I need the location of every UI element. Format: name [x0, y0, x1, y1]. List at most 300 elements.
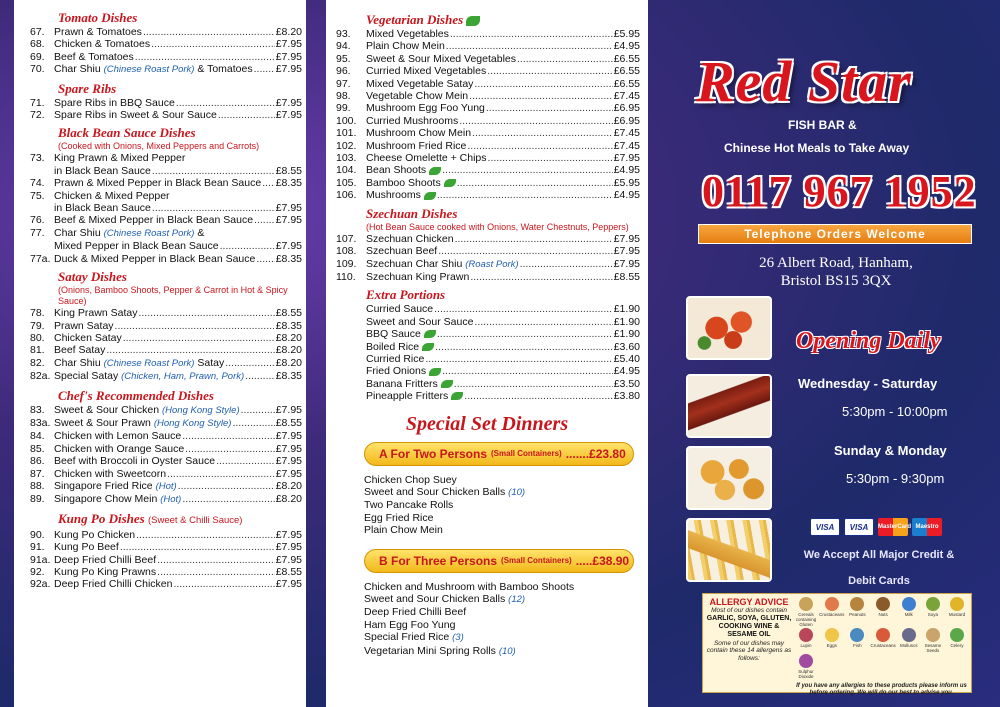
menu-item-row: [18, 307, 302, 319]
item-name: Prawn & Mixed Pepper in Black Bean Sauce: [54, 177, 262, 190]
set-dinner-item: [334, 581, 640, 593]
section-title: [18, 10, 302, 26]
special-set-dinners-title: Special Set Dinners: [405, 412, 569, 435]
set-dinner-item: [334, 474, 640, 486]
food-photo-fish-chips: [686, 518, 772, 582]
allergen-icon-item: [795, 628, 817, 653]
vegetarian-leaf-icon: [466, 16, 480, 26]
menu-item-row: [18, 109, 302, 121]
item-name: Curried Mushrooms: [366, 114, 459, 127]
dot-leader: [245, 370, 275, 383]
dot-leader: [442, 164, 613, 176]
item-number: 67.: [30, 26, 45, 38]
allergen-icon-item: [870, 628, 895, 653]
set-dinner-item-qty: (10): [508, 486, 526, 498]
dot-leader: [457, 177, 613, 189]
item-name: Szechuan Beef: [366, 245, 438, 258]
item-name: Mixed Vegetables: [366, 28, 449, 40]
item-name: Mushroom Fried Rice: [366, 139, 467, 152]
menu-item-row: [18, 152, 302, 164]
dot-leader: [467, 140, 612, 152]
dot-leader: [173, 578, 274, 590]
item-name-group: [54, 455, 215, 467]
set-dinner-item: [334, 593, 640, 606]
item-name-group: [54, 578, 172, 590]
item-name: Char Shiu: [54, 356, 101, 369]
dot-leader: [437, 328, 613, 340]
set-dinner-dots: .......: [565, 446, 590, 461]
food-photo-ribs: [686, 374, 772, 438]
menu-item-row: [18, 344, 302, 356]
item-price: £7.95: [275, 202, 302, 215]
dot-leader: [135, 51, 275, 63]
item-name: Mixed Pepper in Black Bean Sauce: [54, 240, 219, 253]
maestro-icon: Maestro: [912, 518, 942, 536]
item-name: Spare Ribs in BBQ Sauce: [54, 96, 175, 109]
allergen-icon: [825, 628, 839, 642]
set-dinner-item-text: Plain Chow Mein: [364, 524, 443, 537]
menu-item-row: [18, 554, 302, 566]
item-name-group: [366, 152, 487, 164]
allergen-icon: [799, 628, 813, 642]
item-number: 91a.: [30, 553, 51, 566]
set-dinner-item: [334, 645, 640, 658]
menu-item-row: [18, 177, 302, 189]
allergen-label: Soya: [927, 612, 938, 617]
item-number: 92.: [30, 566, 45, 578]
item-price: £7.95: [275, 455, 302, 468]
payment-note: [780, 542, 978, 594]
item-price: £7.95: [275, 50, 302, 63]
menu-item-row: [18, 332, 302, 344]
dot-leader: [115, 320, 275, 332]
item-indent: [334, 328, 366, 340]
set-dinner-price: £23.80: [589, 446, 626, 461]
allergy-intro: Most of our dishes contain: [711, 607, 787, 614]
allergen-label: Milk: [904, 612, 913, 617]
item-indent: [334, 341, 366, 353]
section-title: [18, 511, 302, 529]
item-name: Prawn Satay: [54, 319, 114, 332]
item-price: £7.95: [275, 240, 302, 253]
item-price: £7.95: [275, 553, 302, 566]
item-name: Plain Chow Mein: [366, 40, 445, 53]
dot-leader: [262, 177, 275, 189]
menu-item-row: [18, 214, 302, 226]
menu-item-row: [334, 316, 640, 328]
item-name-group: [54, 38, 150, 50]
section-title: [334, 12, 640, 28]
allergen-icons-block: [795, 594, 971, 696]
item-indent: [334, 316, 366, 328]
item-name: Chicken & Tomatoes: [54, 38, 151, 51]
item-name-group: [366, 233, 454, 245]
item-name-suffix: &: [197, 226, 205, 239]
dot-leader: [455, 233, 613, 245]
item-price: £7.95: [275, 442, 302, 455]
menu-item-row: [334, 152, 640, 164]
menu-item-row: [334, 177, 640, 189]
menu-item-row: [18, 578, 302, 590]
item-number: 83.: [30, 403, 45, 416]
section-title: [18, 125, 302, 141]
menu-item-row: [18, 443, 302, 455]
item-name-group: [54, 152, 185, 164]
set-dinner-banner: [364, 549, 634, 573]
item-number: 82a.: [30, 370, 51, 383]
item-price: £4.95: [613, 164, 640, 177]
item-name-group: [54, 177, 261, 189]
dot-leader: [171, 190, 301, 202]
item-name-group: [366, 127, 471, 139]
item-price: £6.95: [613, 114, 640, 127]
item-name: Char Shiu: [54, 226, 101, 239]
item-number: 82.: [30, 356, 45, 369]
item-name-group: [54, 370, 244, 383]
item-price: £8.55: [275, 416, 302, 429]
address-line-1: 26 Albert Road, Hanham,: [759, 255, 913, 271]
item-name-group: [54, 190, 170, 202]
item-name: Sweet & Sour Prawn: [54, 416, 151, 429]
allergen-label: Eggs: [826, 643, 837, 648]
item-name-group: [366, 102, 485, 114]
section-title: [18, 388, 302, 404]
item-name-group: [366, 53, 516, 65]
dot-leader: [157, 554, 275, 566]
set-dinner-price: £38.90: [592, 553, 630, 568]
item-name: Pineapple Fritters: [366, 390, 449, 403]
menu-panel-left: [14, 0, 306, 707]
item-price: £7.45: [613, 139, 640, 152]
section-title-text: Tomato Dishes: [58, 10, 138, 25]
dot-leader: [106, 344, 274, 356]
item-number: 109.: [336, 257, 357, 270]
item-price: £7.95: [275, 528, 302, 541]
item-name: Sweet & Sour Chicken: [54, 403, 160, 416]
item-indent: [334, 365, 366, 377]
payment-note-line-2: Debit Cards: [848, 575, 910, 587]
item-price: £3.60: [613, 340, 640, 353]
dot-leader: [241, 404, 275, 417]
item-indent: [334, 353, 366, 365]
menu-item-row: [18, 51, 302, 63]
item-name-group: [54, 541, 119, 553]
item-name-suffix: & Tomatoes: [197, 63, 253, 76]
item-name: Beef Satay: [54, 344, 106, 357]
address: [726, 254, 946, 290]
item-number: 83a.: [30, 416, 51, 429]
item-number: 81.: [30, 344, 45, 357]
menu-item-row: [334, 341, 640, 353]
item-price: £6.95: [613, 102, 640, 115]
menu-item-row: [18, 97, 302, 109]
item-price: £8.55: [275, 566, 302, 578]
set-dinner-item: [334, 512, 640, 524]
dot-leader: [464, 390, 612, 402]
allergen-icon: [825, 597, 839, 611]
menu-item-row: [18, 26, 302, 38]
item-name: Curried Sauce: [366, 303, 434, 316]
item-name-group: [366, 28, 449, 40]
menu-item-row: [18, 240, 302, 252]
item-name: Mixed Vegetable Satay: [366, 77, 474, 90]
item-name: in Black Bean Sauce: [54, 202, 151, 215]
item-name-group: [54, 417, 231, 430]
item-name-group: [54, 214, 253, 226]
set-dinner-label: A For Two Persons: [379, 446, 488, 461]
item-indent: [334, 303, 366, 315]
item-number: 74.: [30, 177, 45, 190]
item-name: Boiled Rice: [366, 340, 420, 353]
item-price: £5.95: [613, 176, 640, 189]
item-number: [18, 240, 54, 252]
item-number: 86.: [30, 455, 45, 468]
item-price: £5.95: [613, 28, 640, 40]
item-name-group: [366, 177, 456, 189]
item-name: Beef & Tomatoes: [54, 50, 134, 63]
menu-item-row: [18, 165, 302, 177]
menu-item-row: [334, 258, 640, 271]
item-name: Mushroom Egg Foo Yung: [366, 102, 485, 115]
menu-item-row: [18, 357, 302, 370]
item-price: £3.80: [613, 390, 640, 403]
item-price: £8.20: [275, 344, 302, 357]
dot-leader: [176, 97, 275, 109]
dot-leader: [218, 109, 275, 121]
item-name: King Prawn Satay: [54, 307, 138, 320]
menu-item-row: [18, 541, 302, 553]
dot-leader: [450, 28, 613, 40]
item-price: £7.95: [275, 467, 302, 480]
item-price: £7.95: [613, 152, 640, 165]
item-price: £7.95: [275, 541, 302, 554]
item-number: 93.: [336, 28, 351, 40]
item-number: 75.: [30, 189, 45, 202]
dot-leader: [488, 152, 613, 164]
item-note: (Chinese Roast Pork): [103, 357, 195, 369]
allergen-label: Molluscs: [900, 643, 918, 648]
set-dinner-item-text: Special Fried Rice: [364, 631, 450, 644]
item-price: £4.95: [613, 365, 640, 378]
allergen-icon: [799, 597, 813, 611]
item-number: 96.: [336, 65, 351, 78]
item-name: Szechuan Char Shiu: [366, 257, 463, 270]
menu-item-row: [334, 271, 640, 283]
section-subtitle: (Sweet & Chilli Sauce): [147, 514, 243, 526]
item-number: 95.: [336, 52, 351, 65]
allergy-title: ALLERGY ADVICE: [709, 597, 789, 607]
item-number: 91.: [30, 541, 45, 554]
item-price: £6.55: [613, 52, 640, 65]
menu-item-row: [18, 320, 302, 332]
dot-leader: [136, 529, 275, 541]
item-number: 94.: [336, 40, 351, 53]
set-dinner-item-text: Deep Fried Chilli Beef: [364, 606, 467, 619]
item-price: £7.95: [275, 96, 302, 109]
dot-leader: [434, 303, 613, 315]
item-price: £7.95: [275, 430, 302, 443]
opening-days-2: Sunday & Monday: [834, 443, 947, 458]
menu-item-row: [334, 390, 640, 402]
section-title-text: Vegetarian Dishes: [366, 12, 464, 27]
item-price: £1.90: [613, 303, 640, 316]
menu-item-row: [334, 353, 640, 365]
item-number: 69.: [30, 50, 45, 63]
item-price: £8.55: [275, 307, 302, 320]
dot-leader: [178, 480, 275, 493]
vegetarian-leaf-icon: [422, 343, 434, 351]
allergen-icon: [876, 597, 890, 611]
item-name: Beef & Mixed Pepper in Black Bean Sauce: [54, 214, 254, 227]
item-number: 73.: [30, 152, 45, 165]
allergen-icon-item: [819, 628, 844, 653]
section-title: [18, 269, 302, 285]
dot-leader: [152, 165, 275, 177]
allergen-icon-item: [795, 654, 817, 679]
menu-item-row: [18, 227, 302, 240]
item-number: 98.: [336, 90, 351, 103]
vegetarian-leaf-icon: [444, 179, 456, 187]
vegetarian-leaf-icon: [429, 368, 441, 376]
item-number: [18, 165, 54, 177]
menu-item-row: [18, 480, 302, 493]
item-name: Singapore Chow Mein: [54, 493, 158, 506]
dot-leader: [120, 541, 275, 553]
section-title-text: Chef's Recommended Dishes: [58, 387, 214, 403]
menu-item-row: [334, 90, 640, 102]
item-price: £7.95: [275, 109, 302, 122]
payment-note-line-1: We Accept All Major Credit &: [803, 549, 955, 561]
allergen-icon-item: [819, 597, 844, 627]
item-price: £7.45: [613, 127, 640, 140]
section-title-text: Satay Dishes: [58, 269, 127, 285]
item-number: 89.: [30, 493, 45, 506]
item-price: £5.40: [613, 352, 640, 365]
item-number: 77a.: [30, 252, 51, 265]
set-dinner-banner: [364, 442, 634, 466]
dot-leader: [446, 40, 613, 52]
item-price: £8.35: [275, 177, 302, 190]
item-name-group: [366, 378, 453, 390]
item-name: Chicken with Lemon Sauce: [54, 430, 182, 443]
item-name: Kung Po Beef: [54, 541, 119, 554]
restaurant-logo: Red Star: [696, 49, 912, 114]
allergen-label: Cereals containing Gluten: [795, 612, 817, 627]
menu-item-row: [18, 566, 302, 578]
section-note: (Cooked with Onions, Mixed Peppers and Carrots): [58, 141, 260, 152]
item-number: 80.: [30, 331, 45, 344]
set-dinner-container-note: (Small Containers): [491, 449, 562, 459]
menu-item-row: [18, 38, 302, 50]
address-line-2: Bristol BS15 3QX: [780, 273, 892, 289]
dot-leader: [123, 332, 275, 344]
allergen-label: Sesame Seeds: [924, 643, 942, 653]
dot-leader: [438, 245, 613, 257]
item-name-group: [54, 26, 142, 38]
item-name: Sweet & Sour Mixed Vegetables: [366, 52, 517, 65]
allergen-icon-item: [795, 597, 817, 627]
item-name: Szechuan Chicken: [366, 232, 454, 245]
item-name: Deep Fried Chilli Beef: [54, 553, 157, 566]
menu-item-row: [18, 404, 302, 417]
dot-leader: [459, 115, 613, 127]
allergen-icon: [850, 597, 864, 611]
item-name-group: [366, 328, 436, 340]
allergy-note: If you have any allergies to these products please inform us before ordering. We will do our best to advise you.: [796, 683, 967, 696]
item-indent: [334, 390, 366, 402]
item-name: Chicken & Mixed Pepper: [54, 189, 170, 202]
item-number: 68.: [30, 38, 45, 51]
set-dinner-item: [334, 486, 640, 499]
item-price: £8.20: [275, 331, 302, 344]
allergen-label: Nuts: [878, 612, 888, 617]
allergen-icon-item: [846, 597, 868, 627]
dot-leader: [474, 78, 612, 90]
item-number: 72.: [30, 109, 45, 122]
item-number: 104.: [336, 164, 357, 177]
allergen-label: Mustard: [948, 612, 966, 617]
item-name: Curried Mixed Vegetables: [366, 65, 487, 78]
payment-cards: [810, 518, 942, 536]
item-name: Duck & Mixed Pepper in Black Bean Sauce: [54, 252, 256, 265]
item-price: £6.55: [613, 65, 640, 78]
allergen-label: Fish: [853, 643, 862, 648]
item-number: 85.: [30, 442, 45, 455]
menu-item-row: [18, 468, 302, 480]
set-dinner-dots: .....: [575, 553, 593, 568]
item-price: £3.50: [613, 377, 640, 390]
item-note: (Hot): [155, 480, 177, 492]
vegetarian-leaf-icon: [424, 330, 436, 338]
item-note: (Chinese Roast Pork): [103, 227, 195, 239]
allergen-icon-item: [946, 628, 968, 653]
item-name-group: [54, 554, 156, 566]
item-name-suffix: Satay: [197, 356, 225, 369]
allergen-icon-item: [922, 628, 944, 653]
item-number: 77.: [30, 226, 45, 239]
item-number: 88.: [30, 479, 45, 492]
allergen-icon: [902, 628, 916, 642]
allergen-icon-item: [898, 597, 920, 627]
dot-leader: [486, 102, 613, 114]
item-number: 70.: [30, 63, 45, 76]
item-name-group: [54, 404, 240, 417]
item-name: Singapore Fried Rice: [54, 479, 153, 492]
section-title-text: Szechuan Dishes: [366, 205, 458, 221]
allergen-icon: [902, 597, 916, 611]
dot-leader: [167, 468, 275, 480]
item-number: [18, 202, 54, 214]
dot-leader: [182, 493, 274, 506]
allergen-icon: [799, 654, 813, 668]
item-number: 87.: [30, 467, 45, 480]
allergen-label: Sulphur Dioxide: [798, 669, 814, 679]
item-note: (Hong Kong Style): [161, 404, 240, 416]
set-dinner-item: [334, 606, 640, 618]
vegetarian-leaf-icon: [451, 392, 463, 400]
item-name-group: [366, 341, 434, 353]
item-price: £7.95: [613, 257, 640, 270]
set-dinner-item-text: Ham Egg Foo Yung: [364, 618, 456, 631]
vegetarian-leaf-icon: [424, 192, 436, 200]
menu-item-row: [18, 370, 302, 383]
set-dinner-item-qty: (3): [452, 632, 464, 644]
item-note: (Hot): [160, 494, 182, 506]
vegetarian-leaf-icon: [441, 380, 453, 388]
set-dinner-label: B For Three Persons: [379, 553, 498, 568]
item-price: £8.35: [275, 370, 302, 383]
dot-leader: [151, 38, 275, 50]
